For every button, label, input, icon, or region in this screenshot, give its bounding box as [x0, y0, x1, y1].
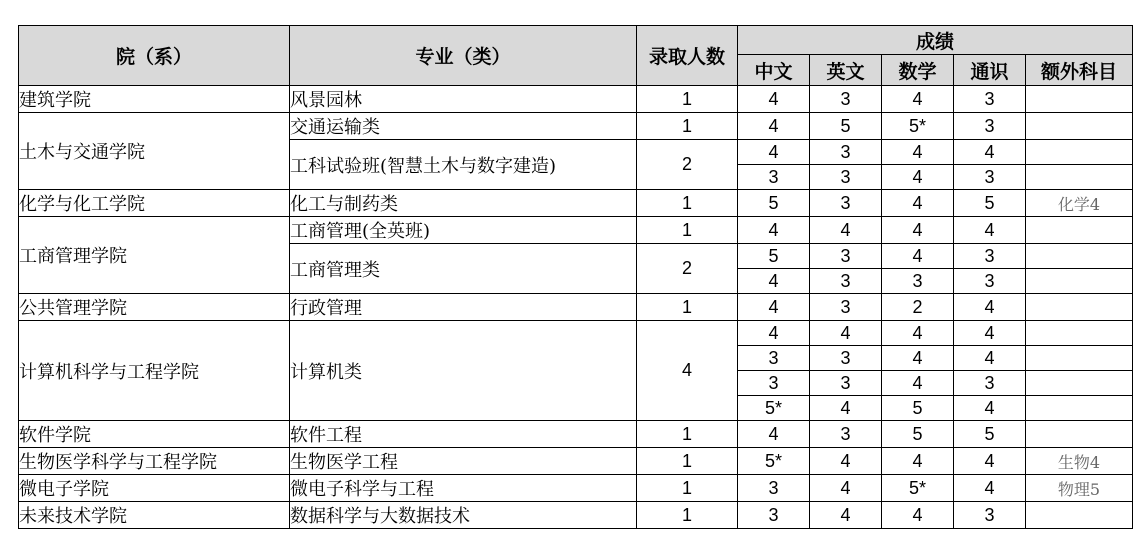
chinese-score-cell: 4	[738, 113, 810, 140]
extra-score-cell	[1026, 396, 1133, 421]
major-cell: 微电子科学与工程	[290, 475, 637, 502]
english-score-cell: 4	[810, 217, 882, 244]
chinese-header: 中文	[738, 55, 810, 86]
chinese-score-cell: 3	[738, 346, 810, 371]
math-score-cell: 4	[882, 86, 954, 113]
general-score-cell: 4	[954, 475, 1026, 502]
english-score-cell: 3	[810, 165, 882, 190]
department-cell: 公共管理学院	[19, 294, 290, 321]
department-cell: 化学与化工学院	[19, 190, 290, 217]
general-score-cell: 3	[954, 165, 1026, 190]
extra-score-cell	[1026, 421, 1133, 448]
chinese-score-cell: 4	[738, 140, 810, 165]
extra-score-cell	[1026, 140, 1133, 165]
department-cell: 微电子学院	[19, 475, 290, 502]
general-score-cell: 4	[954, 294, 1026, 321]
general-score-cell: 3	[954, 86, 1026, 113]
quota-cell: 1	[637, 86, 738, 113]
english-score-cell: 3	[810, 190, 882, 217]
extra-score-cell	[1026, 113, 1133, 140]
quota-cell: 1	[637, 217, 738, 244]
general-score-cell: 4	[954, 217, 1026, 244]
quota-cell: 1	[637, 475, 738, 502]
english-score-cell: 3	[810, 86, 882, 113]
major-cell: 交通运输类	[290, 113, 637, 140]
quota-cell: 1	[637, 190, 738, 217]
extra-score-cell	[1026, 269, 1133, 294]
quota-cell: 1	[637, 113, 738, 140]
extra-score-cell	[1026, 244, 1133, 269]
major-cell: 数据科学与大数据技术	[290, 502, 637, 529]
general-score-cell: 4	[954, 321, 1026, 346]
chinese-score-cell: 5*	[738, 396, 810, 421]
table-row	[19, 502, 1133, 529]
extra-score-cell	[1026, 217, 1133, 244]
table-row	[19, 113, 1133, 140]
chinese-score-cell: 4	[738, 321, 810, 346]
english-score-cell: 3	[810, 371, 882, 396]
chinese-score-cell: 3	[738, 165, 810, 190]
general-score-cell: 4	[954, 396, 1026, 421]
major-cell: 生物医学工程	[290, 448, 637, 475]
table-row	[19, 421, 1133, 448]
english-score-cell: 4	[810, 448, 882, 475]
department-cell: 未来技术学院	[19, 502, 290, 529]
chinese-score-cell: 3	[738, 502, 810, 529]
english-score-cell: 4	[810, 321, 882, 346]
chinese-score-cell: 5	[738, 190, 810, 217]
quota-cell: 2	[637, 244, 738, 294]
general-score-cell: 3	[954, 371, 1026, 396]
math-score-cell: 4	[882, 346, 954, 371]
math-score-cell: 4	[882, 140, 954, 165]
english-score-cell: 5	[810, 113, 882, 140]
extra-score-cell	[1026, 294, 1133, 321]
quota-cell: 1	[637, 448, 738, 475]
major-cell: 工商管理类	[290, 244, 637, 294]
table-row	[19, 448, 1133, 475]
department-cell: 软件学院	[19, 421, 290, 448]
general-score-cell: 5	[954, 190, 1026, 217]
english-score-cell: 3	[810, 346, 882, 371]
chinese-score-cell: 4	[738, 294, 810, 321]
table-row	[19, 86, 1133, 113]
extra-score-cell	[1026, 502, 1133, 529]
department-cell: 工商管理学院	[19, 217, 290, 294]
extra-score-cell: 化学4	[1026, 190, 1133, 217]
english-header: 英文	[810, 55, 882, 86]
math-score-cell: 4	[882, 371, 954, 396]
math-score-cell: 4	[882, 190, 954, 217]
math-score-cell: 5*	[882, 475, 954, 502]
major-cell: 软件工程	[290, 421, 637, 448]
chinese-score-cell: 3	[738, 371, 810, 396]
general-score-cell: 4	[954, 448, 1026, 475]
quota-cell: 1	[637, 502, 738, 529]
math-score-cell: 4	[882, 448, 954, 475]
english-score-cell: 3	[810, 269, 882, 294]
table-row	[19, 475, 1133, 502]
table-row	[19, 190, 1133, 217]
general-score-cell: 3	[954, 502, 1026, 529]
english-score-cell: 3	[810, 244, 882, 269]
general-score-cell: 3	[954, 244, 1026, 269]
math-score-cell: 4	[882, 321, 954, 346]
major-cell: 行政管理	[290, 294, 637, 321]
general-score-cell: 5	[954, 421, 1026, 448]
english-score-cell: 4	[810, 396, 882, 421]
quota-cell: 4	[637, 321, 738, 421]
major-header: 专业（类）	[290, 26, 637, 86]
extra-subject-header: 额外科目	[1026, 55, 1133, 86]
quota-cell: 1	[637, 421, 738, 448]
extra-score-cell	[1026, 165, 1133, 190]
major-cell: 风景园林	[290, 86, 637, 113]
extra-score-cell: 生物4	[1026, 448, 1133, 475]
table-row	[19, 321, 1133, 346]
quota-cell: 1	[637, 294, 738, 321]
extra-score-cell	[1026, 346, 1133, 371]
chinese-score-cell: 5*	[738, 448, 810, 475]
department-cell: 土木与交通学院	[19, 113, 290, 190]
table-row	[19, 294, 1133, 321]
math-score-cell: 2	[882, 294, 954, 321]
major-cell: 工商管理(全英班)	[290, 217, 637, 244]
math-score-cell: 4	[882, 217, 954, 244]
extra-score-cell: 物理5	[1026, 475, 1133, 502]
department-cell: 建筑学院	[19, 86, 290, 113]
header-row-top	[19, 26, 1133, 55]
major-cell: 化工与制药类	[290, 190, 637, 217]
major-cell: 计算机类	[290, 321, 637, 421]
math-score-cell: 5*	[882, 113, 954, 140]
department-cell: 生物医学科学与工程学院	[19, 448, 290, 475]
department-header: 院（系）	[19, 26, 290, 86]
math-score-cell: 4	[882, 502, 954, 529]
chinese-score-cell: 4	[738, 86, 810, 113]
table-row	[19, 217, 1133, 244]
english-score-cell: 3	[810, 421, 882, 448]
math-score-cell: 3	[882, 269, 954, 294]
math-score-cell: 4	[882, 244, 954, 269]
quota-cell: 2	[637, 140, 738, 190]
chinese-score-cell: 5	[738, 244, 810, 269]
general-score-cell: 4	[954, 346, 1026, 371]
department-cell: 计算机科学与工程学院	[19, 321, 290, 421]
english-score-cell: 3	[810, 294, 882, 321]
extra-score-cell	[1026, 86, 1133, 113]
general-score-cell: 3	[954, 269, 1026, 294]
general-header: 通识	[954, 55, 1026, 86]
table-body	[19, 86, 1133, 529]
scores-header: 成绩	[738, 26, 1133, 55]
chinese-score-cell: 4	[738, 269, 810, 294]
english-score-cell: 4	[810, 475, 882, 502]
chinese-score-cell: 4	[738, 217, 810, 244]
english-score-cell: 4	[810, 502, 882, 529]
admission-scores-table	[18, 25, 1133, 529]
general-score-cell: 4	[954, 140, 1026, 165]
math-score-cell: 4	[882, 165, 954, 190]
chinese-score-cell: 3	[738, 475, 810, 502]
major-cell: 工科试验班(智慧土木与数字建造)	[290, 140, 637, 190]
general-score-cell: 3	[954, 113, 1026, 140]
math-header: 数学	[882, 55, 954, 86]
chinese-score-cell: 4	[738, 421, 810, 448]
math-score-cell: 5	[882, 396, 954, 421]
table-header	[19, 26, 1133, 86]
english-score-cell: 3	[810, 140, 882, 165]
extra-score-cell	[1026, 321, 1133, 346]
quota-header: 录取人数	[637, 26, 738, 86]
math-score-cell: 5	[882, 421, 954, 448]
extra-score-cell	[1026, 371, 1133, 396]
